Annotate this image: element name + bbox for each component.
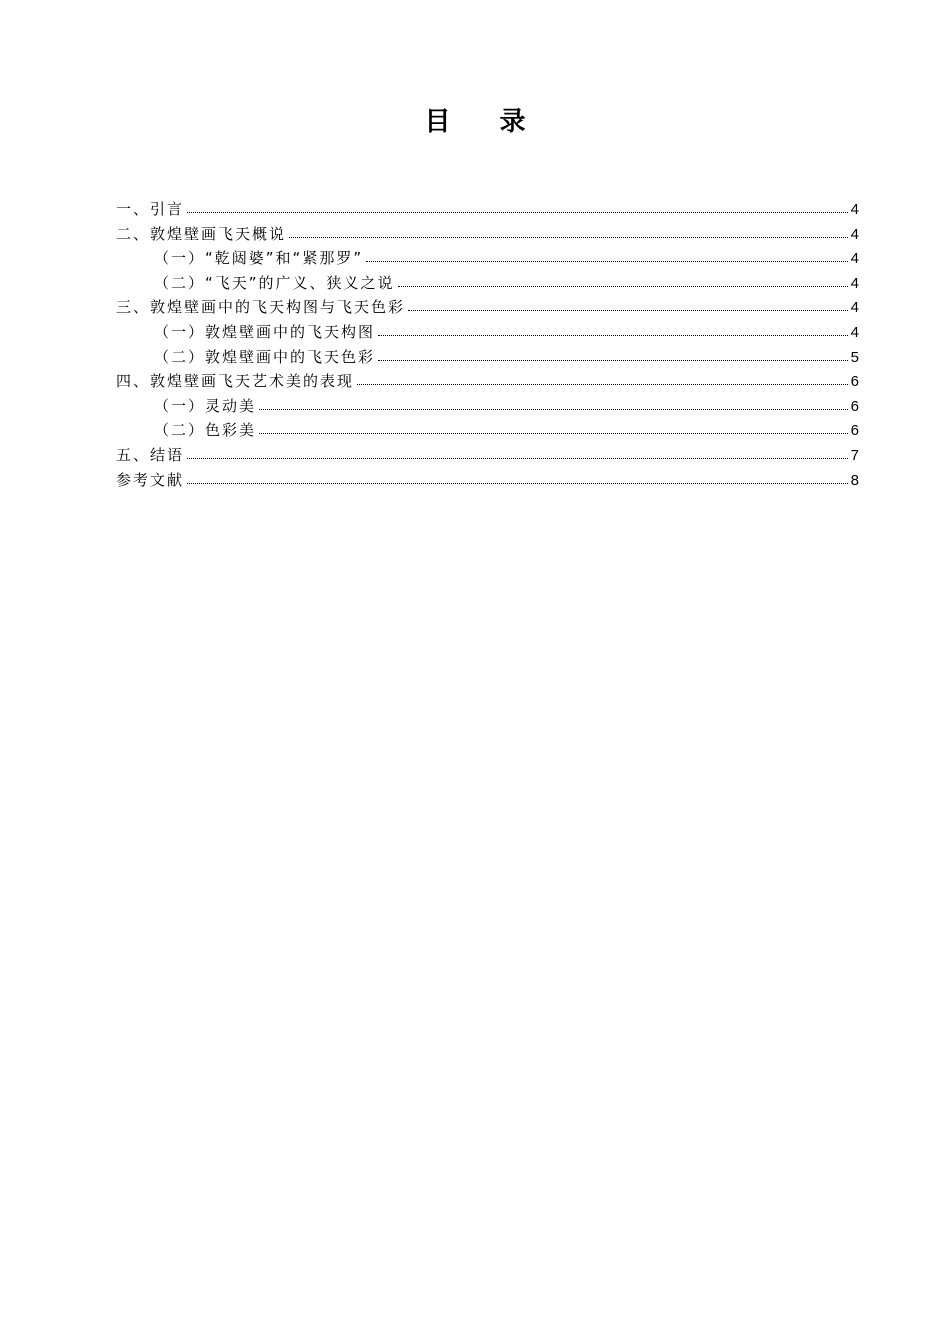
toc-entry-label: （一）“乾闼婆”和“紧那罗” (154, 249, 364, 268)
page-title: 目 录 (424, 107, 546, 137)
toc-entry[interactable] (116, 295, 859, 320)
toc-page-number: 4 (850, 323, 859, 341)
toc-entry-label: 二、敦煌壁画飞天概说 (116, 224, 287, 243)
toc-page-number: 7 (850, 446, 859, 464)
toc-dot-leader (259, 432, 848, 434)
toc-dot-leader (187, 211, 848, 213)
toc-entry[interactable] (116, 443, 859, 468)
toc-dot-leader (187, 457, 848, 459)
toc-dot-leader (378, 359, 848, 361)
toc-entry[interactable] (116, 197, 859, 222)
toc-entry-label: （二）色彩美 (154, 421, 257, 440)
toc-dot-leader (187, 482, 848, 484)
toc-entry-label: 五、结语 (116, 445, 185, 464)
toc-page-number: 4 (850, 274, 859, 292)
toc-entry[interactable] (116, 468, 859, 493)
toc-page-number: 6 (850, 397, 859, 415)
toc-page-number: 4 (850, 225, 859, 243)
toc-dot-leader (366, 260, 848, 262)
toc-subentry[interactable] (116, 271, 859, 296)
toc-dot-leader (289, 236, 848, 238)
toc-dot-leader (398, 285, 848, 287)
toc-entry-label: 三、敦煌壁画中的飞天构图与飞天色彩 (116, 298, 406, 317)
toc-page-number: 5 (850, 348, 859, 366)
toc-entry-label: 一、引言 (116, 200, 185, 218)
toc-page-number: 8 (850, 471, 859, 489)
toc-entry-label: 参考文献 (116, 470, 185, 489)
toc-subentry[interactable] (116, 320, 859, 345)
toc-entry-label: （二）“飞天”的广义、狭义之说 (154, 273, 395, 292)
toc-subentry[interactable] (116, 345, 859, 370)
toc-page-number: 6 (850, 422, 859, 440)
toc-dot-leader (378, 334, 848, 336)
toc-dot-leader (408, 309, 848, 311)
toc-dot-leader (259, 408, 848, 410)
table-of-contents (116, 197, 859, 492)
toc-page-number: 4 (850, 250, 859, 268)
toc-entry[interactable] (116, 369, 859, 394)
toc-subentry[interactable] (116, 418, 859, 443)
toc-entry-label: （二）敦煌壁画中的飞天色彩 (154, 347, 376, 366)
toc-subentry[interactable] (116, 394, 859, 419)
toc-page-number: 4 (850, 201, 859, 218)
toc-dot-leader (357, 383, 848, 385)
toc-entry[interactable] (116, 222, 859, 247)
toc-page-number: 4 (850, 299, 859, 317)
toc-subentry[interactable] (116, 246, 859, 271)
toc-entry-label: （一）敦煌壁画中的飞天构图 (154, 322, 376, 341)
toc-entry-label: 四、敦煌壁画飞天艺术美的表现 (116, 372, 355, 391)
toc-entry-label: （一）灵动美 (154, 396, 257, 415)
toc-page-number: 6 (850, 373, 859, 391)
